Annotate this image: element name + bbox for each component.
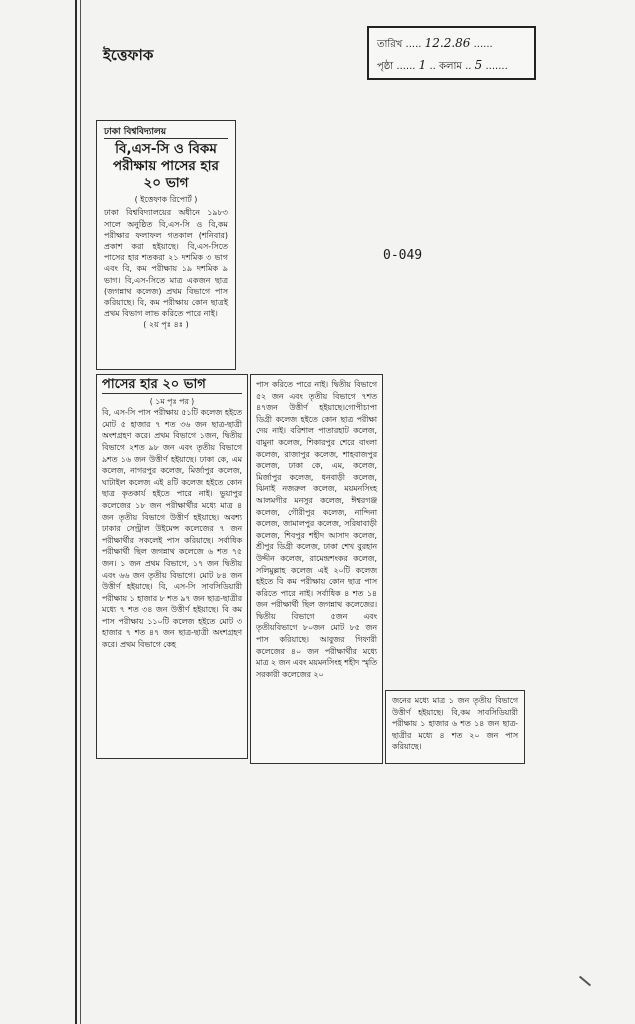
page-margin-rule (75, 0, 77, 1024)
clipping-continuation-3 (385, 690, 525, 764)
story-headline: বি,এস-সি ও বিকম পরীক্ষায় পাসের হার ২০ ভাগ (113, 141, 219, 192)
continuation-from-note: ( ১ম পৃঃ পর ) (149, 396, 195, 406)
stamp-page-row: পৃষ্ঠা ...... 1 .. কলাম .. 5 ....... (377, 58, 508, 72)
clipping-main-story (96, 120, 236, 370)
continuation-body-3: জনের মধ্যে মাত্র ১ জন তৃতীয় বিভাগে উত্তীর্ণ হইয়াছে। বি,কম সাবসিডিয়ারী পরীক্ষায় ১ হাজার ৬ শত ১৪ জন ছাত্র-ছাত্রীর মধ্যে ৪ শত ২০ জন পাস করিয়াছে। (392, 696, 518, 752)
stamp-column-value: 5 (474, 58, 483, 72)
continuation-headline: পাসের হার ২০ ভাগ (102, 379, 242, 394)
story-continued-note: ( ২য় পৃঃ ৪ঃ ) (143, 320, 189, 330)
stamp-date-value: 12.2.86 (424, 36, 471, 50)
page-margin-rule-inner (80, 0, 81, 1024)
stamp-date-label: তারিখ (377, 39, 403, 50)
stamp-page-value: 1 (418, 58, 427, 72)
clipping-continuation-1 (96, 374, 248, 759)
story-kicker: ঢাকা বিশ্ববিদ্যালয় (104, 127, 228, 139)
story-body: ঢাকা বিশ্ববিদ্যালয়ের অধীনে ১৯৮৩ সালে অনুষ্ঠিত বি,এস-সি ও বি,কম পরীক্ষার ফলাফল গতকাল (শনিবার) প্রকাশ করা হইয়াছে। বি,এস-সিতে পাসের হার শতকরা ২১ দশমিক ৩ ভাগ এবং বি, কম পরীক্ষায় ১৯ দশমিক ৯ ভাগ। বি,এস-সিতে মাত্র একজন ছাত্র (জগন্নাথ কলেজ) প্রথম বিভাগে পাস করিয়াছে। বি, কম পরীক্ষায় কোন ছাত্রই প্রথম বিভাগ লাভ করিতে পারে নাই। (104, 208, 228, 319)
pencil-mark (579, 976, 591, 987)
reference-code: 0-049 (383, 248, 423, 263)
continuation-body-2: পাস করিতে পারে নাই। দ্বিতীয় বিভাগে ৫২ জন এবং তৃতীয় বিভাগে ৭শত ৪৭জন উত্তীর্ণ হইয়াছে।গোপীচাপা ডিগ্রী কলেজ হইতে কোন ছাত্র পরীক্ষা দেয় নাই। বরিশাল পাতারহাট কলেজ, বামুনা কলেজ, শিকারপুর শেরে বাংলা কলেজ, রাজাপুর কলেজ, শাহবাজপুর কলেজ, ঢাকা কে, এম, কলেজ, মির্জাপুর কলেজ, ধনবাড়ী কলেজ, ঝিনাই নজরুল কলেজ, ময়মনসিংহ আলমগীর মনসুর কলেজ, ঈশ্বরগঞ্জ কলেজ, গৌরীপুর কলেজ, নান্দিনা কলেজ, জামালপুর কলেজ, সরিষাবাড়ী কলেজ, শিবপুর শহীদ আসাদ কলেজ, শ্রীপুর ডিগ্রী কলেজ, ঢাকা শেখ বুরহান উদ্দীন কলেজ, রামেন্দ্রশংকর কলেজ, সলিমুল্লাহ কলেজ এই ২০টি কলেজ হইতে বি কম পরীক্ষায় কোন ছাত্র পাস করিতে পারে নাই। সর্বাধিক ৪ শত ১৪ জন পরীক্ষার্থী ছিল জগন্নাথ কলেজের। দ্বিতীয় বিভাগে ৫জন এবং তৃতীয়বিভাগে ৮০জন মোট ৮৫ জন পাস করিয়াছে। আবুজর গিফারী কলেজের ৪০ জন পরীক্ষার্থীর মধ্যে মাত্র ২ জন এবং ময়মনসিংহ শহীদ স্মৃতি সরকারী কলেজের ২০ (256, 380, 377, 679)
story-byline: ( ইত্তেফাক রিপোর্ট ) (134, 195, 198, 205)
stamp-page-label: পৃষ্ঠা (377, 61, 394, 72)
clipping-continuation-2 (250, 374, 383, 764)
newspaper-masthead: ইত্তেফাক (103, 46, 154, 64)
stamp-date-row: তারিখ ..... 12.2.86 ...... (377, 36, 493, 50)
clipping-stamp (367, 26, 536, 80)
continuation-body-1: বি, এস-সি পাস পরীক্ষায় ৫১টি কলেজ হইতে মোট ৫ হাজার ৭ শত ৩৬ জন ছাত্র-ছাত্রী অংশগ্রহণ করে। প্রথম বিভাগে ১জন, দ্বিতীয় বিভাগে ২শত ৯৮ জন এবং তৃতীয় বিভাগে ৯শত ১৬ জন উত্তীর্ণ হইয়াছে। ঢাকা কে, এম কলেজ, নাগরপুর কলেজ, মির্জাপুর কলেজ, ঘাটাইল কলেজ এই ৪টি কলেজ হইতে কোন ছাত্র কৃতকার্য হইতে পারে নাই। ভুয়াপুর কলেজের ১৮ জন পরীক্ষার্থীর মধ্যে মাত্র ৪ জন তৃতীয় বিভাগে উত্তীর্ণ হইয়াছে। অবশ্য ঢাকার সেন্ট্রাল উইমেন্স কলেজের ৭ জন পরীক্ষার্থীর সকলেই পাস করিয়াছে। সর্বাধিক পরীক্ষার্থী ছিল জগন্নাথ কলেজে ৬ শত ৭৫ জন। ১ জন প্রথম বিভাগে, ১৭ জন দ্বিতীয় এবং ৬৬ জন তৃতীয় বিভাগে। মোট ৮৪ জন উত্তীর্ণ হইয়াছে। বি, এস-সি সাবসিডিয়ারী পরীক্ষায় ১ হাজার ৮ শত ৯৭ জন ছাত্র-ছাত্রীর মধ্যে ৭ শত ৩৪ জন উত্তীর্ণ হইয়াছে। বি কম পাস পরীক্ষায় ১১০টি কলেজ হইতে মোট ৩ হাজার ৭ শত ৪৭ জন ছাত্র-ছাত্রী অংশগ্রহণ করে। প্রথম বিভাগে কেহ (102, 408, 242, 650)
stamp-column-label: কলাম (439, 61, 462, 72)
